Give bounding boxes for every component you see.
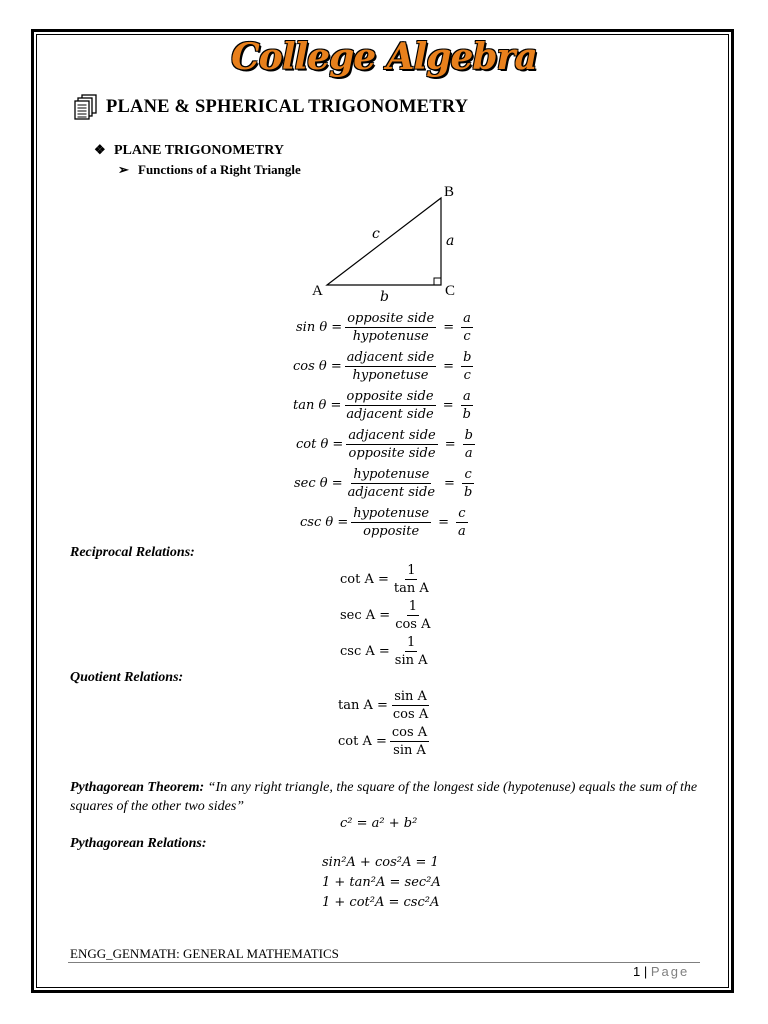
section-heading — [74, 94, 468, 120]
pythagorean-theorem-paragraph — [70, 778, 700, 816]
pythagorean-identity: 1 + tan²A = sec²A — [322, 875, 441, 890]
quotient-relations-title: Quotient Relations: — [70, 670, 184, 685]
right-triangle-diagram — [300, 180, 460, 300]
outline-item-plane-trig: ❖ PLANE TRIGONOMETRY — [94, 142, 284, 158]
pythagorean-identity: sin²A + cos²A = 1 — [322, 855, 439, 870]
trig-function-row: csc θ = $\frac{\text{hypotenuse}}{\text{opposite}}$ = $\frac{c}{a}$ — [300, 506, 466, 539]
pythagorean-formula: c² = a² + b² — [340, 816, 418, 831]
quotient-relation: tan A = $\frac{\text{sin A}}{\text{cos A}}$ — [338, 689, 429, 722]
diamond-bullet-icon: ❖ — [94, 142, 106, 157]
outline-item-right-triangle: ➢ Functions of a Right Triangle — [118, 162, 301, 177]
pythagorean-relations-title: Pythagorean Relations: — [70, 836, 207, 851]
vertex-label-b: B — [444, 184, 455, 200]
arrow-bullet-icon: ➢ — [118, 162, 129, 177]
side-label-a: a — [446, 233, 455, 249]
reciprocal-relation: csc A = $\frac{1}{\text{sin A}}$ — [340, 635, 428, 668]
side-label-c: c — [372, 226, 380, 242]
trig-function-row: tan θ = $\frac{\text{opposite side}}{\text{adjacent side}}$ = $\frac{a}{b}$ — [293, 389, 471, 422]
vertex-label-a: A — [312, 283, 323, 299]
right-angle-marker — [434, 278, 441, 285]
triangle-outline — [327, 198, 441, 285]
reciprocal-relation: cot A = $\frac{1}{\text{tan A}}$ — [340, 563, 429, 596]
pythagorean-theorem-statement: “In any right triangle, the square of the longest side (hypotenuse) equals the sum of the squares of the other two sides” — [70, 780, 698, 814]
reciprocal-relations-title: Reciprocal Relations: — [70, 545, 195, 560]
college-algebra-banner: College Algebra — [231, 36, 537, 78]
pythagorean-identity: 1 + cot²A = csc²A — [322, 895, 440, 910]
page-number: 1 | Page — [633, 964, 690, 979]
reciprocal-relation: sec A = $\frac{1}{\text{cos A}}$ — [340, 599, 431, 632]
footer-divider — [68, 962, 700, 963]
footer-course-title: ENGG_GENMATH: GENERAL MATHEMATICS — [70, 946, 339, 961]
side-label-b: b — [380, 289, 389, 305]
trig-function-row: sec θ = $\frac{\text{hypotenuse}}{\text{adjacent side}}$ = $\frac{c}{b}$ — [294, 467, 473, 500]
pythagorean-theorem-label: Pythagorean Theorem: — [70, 780, 205, 795]
trig-function-row: cot θ = $\frac{\text{adjacent side}}{\text{opposite side}}$ = $\frac{b}{a}$ — [296, 428, 473, 461]
page-title: PLANE & SPHERICAL TRIGONOMETRY — [106, 96, 469, 117]
quotient-relation: cot A = $\frac{\text{cos A}}{\text{sin A}}$ — [338, 725, 428, 758]
trig-function-row: sin θ = $\frac{\text{opposite side}}{\text{hypotenuse}}$ = $\frac{a}{c}$ — [296, 311, 471, 344]
vertex-label-c: C — [445, 283, 456, 299]
documents-icon — [74, 94, 100, 120]
trig-function-row: cos θ = $\frac{\text{adjacent side}}{\text{hyponetuse}}$ = $\frac{b}{c}$ — [293, 350, 472, 383]
